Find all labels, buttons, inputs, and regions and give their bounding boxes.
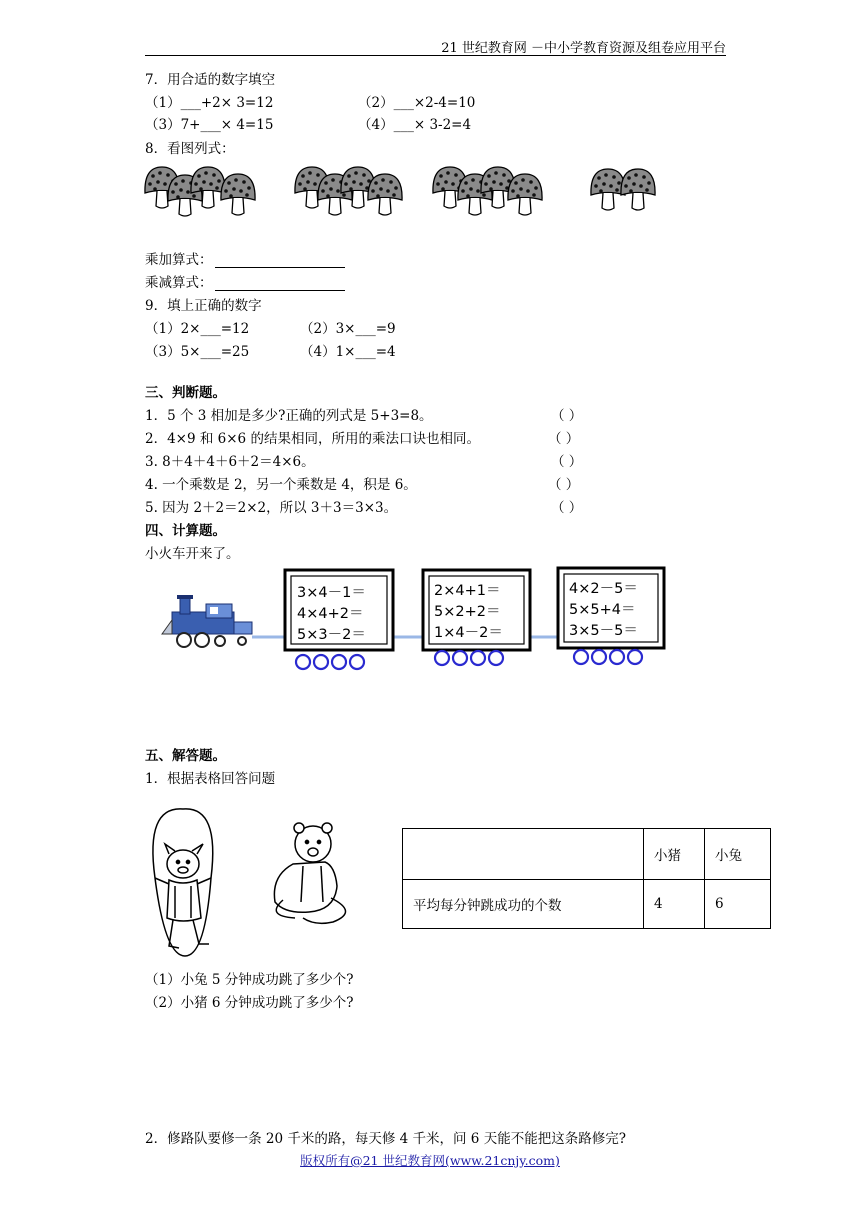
judge-item-3: 3. 8＋4＋4＋6＋2＝4×6。: [145, 454, 315, 470]
section4-subtitle: 小火车开来了。: [145, 546, 240, 562]
q8-line-2: [145, 271, 345, 291]
pig-and-bear-picture: [145, 806, 360, 958]
q9-item-2: （2）3×___=9: [300, 321, 396, 337]
mushroom-group-2: [295, 167, 402, 215]
q9-item-1: （1）2×___=12: [145, 321, 250, 337]
q9-item-3: （3）5×___=25: [145, 344, 250, 360]
table-header-cell-empty: [403, 829, 644, 880]
header-rule: [145, 55, 726, 56]
table-row-label: 平均每分钟跳成功的个数: [403, 880, 644, 929]
table-header-row: [403, 829, 771, 880]
section3-title: 三、判断题。: [145, 385, 226, 401]
q7-title: 7．用合适的数字填空: [145, 72, 276, 88]
table-header-cell-pig: 小猪: [644, 829, 705, 880]
q9-title: 9．填上正确的数字: [145, 298, 262, 314]
q7-item-1: （1）___+2× 3=12: [145, 95, 274, 111]
car-2-problem-2: 5×2+2＝: [434, 604, 501, 620]
q8-answer-blank-1[interactable]: [215, 253, 345, 268]
train-car-3: [558, 568, 664, 664]
table-row: [403, 880, 771, 929]
s5-q1-sub1: （1）小兔 5 分钟成功跳了多少个?: [145, 972, 354, 988]
q8-answer-blank-2[interactable]: [215, 276, 345, 291]
judge-item-4: 4. 一个乘数是 2，另一个乘数是 4，积是 6。: [145, 477, 417, 493]
pig-jumping-rope-icon: [153, 809, 213, 956]
jump-stats-table: [402, 828, 771, 929]
car-1-problem-3: 5×3－2＝: [297, 627, 366, 643]
judge-paren-2[interactable]: （ ）: [548, 431, 580, 447]
s5-q1-sub2: （2）小猪 6 分钟成功跳了多少个?: [145, 995, 354, 1011]
judge-item-2: 2．4×9 和 6×6 的结果相同，所用的乘法口诀也相同。: [145, 431, 480, 447]
car-3-problem-1: 4×2－5＝: [569, 581, 638, 597]
locomotive-icon: [162, 595, 252, 647]
judge-paren-1[interactable]: （ ）: [551, 408, 583, 424]
train-car-2: [423, 570, 530, 665]
car-2-problem-1: 2×4+1＝: [434, 583, 501, 599]
mushroom-group-4: [591, 169, 655, 210]
q8-title: 8．看图列式：: [145, 141, 235, 157]
car-1-problem-1: 3×4－1＝: [297, 585, 366, 601]
train-car-1: [285, 570, 393, 669]
judge-paren-4[interactable]: （ ）: [548, 477, 580, 493]
page-header: 21 世纪教育网 －中小学教育资源及组卷应用平台: [441, 41, 726, 56]
judge-item-5: 5. 因为 2＋2＝2×2，所以 3＋3＝3×3。: [145, 500, 398, 516]
judge-item-1: 1．5 个 3 相加是多少?正确的列式是 5+3=8。: [145, 408, 433, 424]
q7-item-4: （4）___× 3-2=4: [358, 117, 472, 133]
q7-item-2: （2）___×2-4=10: [358, 95, 476, 111]
mushroom-group-3: [433, 167, 542, 215]
mushroom-picture: [140, 155, 680, 217]
car-3-problem-3: 3×5－5＝: [569, 623, 638, 639]
car-3-problem-2: 5×5+4＝: [569, 602, 636, 618]
bear-with-rope-icon: [274, 823, 345, 923]
q7-item-3: （3）7+___× 4=15: [145, 117, 274, 133]
judge-paren-3[interactable]: （ ）: [551, 454, 583, 470]
judge-paren-5[interactable]: （ ）: [551, 500, 583, 516]
car-2-problem-3: 1×4－2＝: [434, 625, 503, 641]
s5-q1-title: 1．根据表格回答问题: [145, 771, 276, 787]
q8-line-2-label: 乘减算式：: [145, 275, 213, 291]
mushroom-group-1: [145, 167, 255, 216]
table-cell-rabbit-value: 6: [705, 880, 771, 929]
footer-copyright-link[interactable]: 版权所有@21 世纪教育网(www.21cnjy.com): [300, 1153, 560, 1168]
q9-item-4: （4）1×___=4: [300, 344, 396, 360]
section5-title: 五、解答题。: [145, 748, 226, 764]
table-header-cell-rabbit: 小兔: [705, 829, 771, 880]
table-cell-pig-value: 4: [644, 880, 705, 929]
s5-q2: 2．修路队要修一条 20 千米的路，每天修 4 千米，问 6 天能不能把这条路修完?: [145, 1131, 626, 1147]
car-1-problem-2: 4×4+2＝: [297, 606, 364, 622]
q8-line-1-label: 乘加算式：: [145, 252, 213, 268]
train-picture: [150, 560, 680, 675]
section4-title: 四、计算题。: [145, 523, 226, 539]
q8-line-1: [145, 248, 345, 268]
